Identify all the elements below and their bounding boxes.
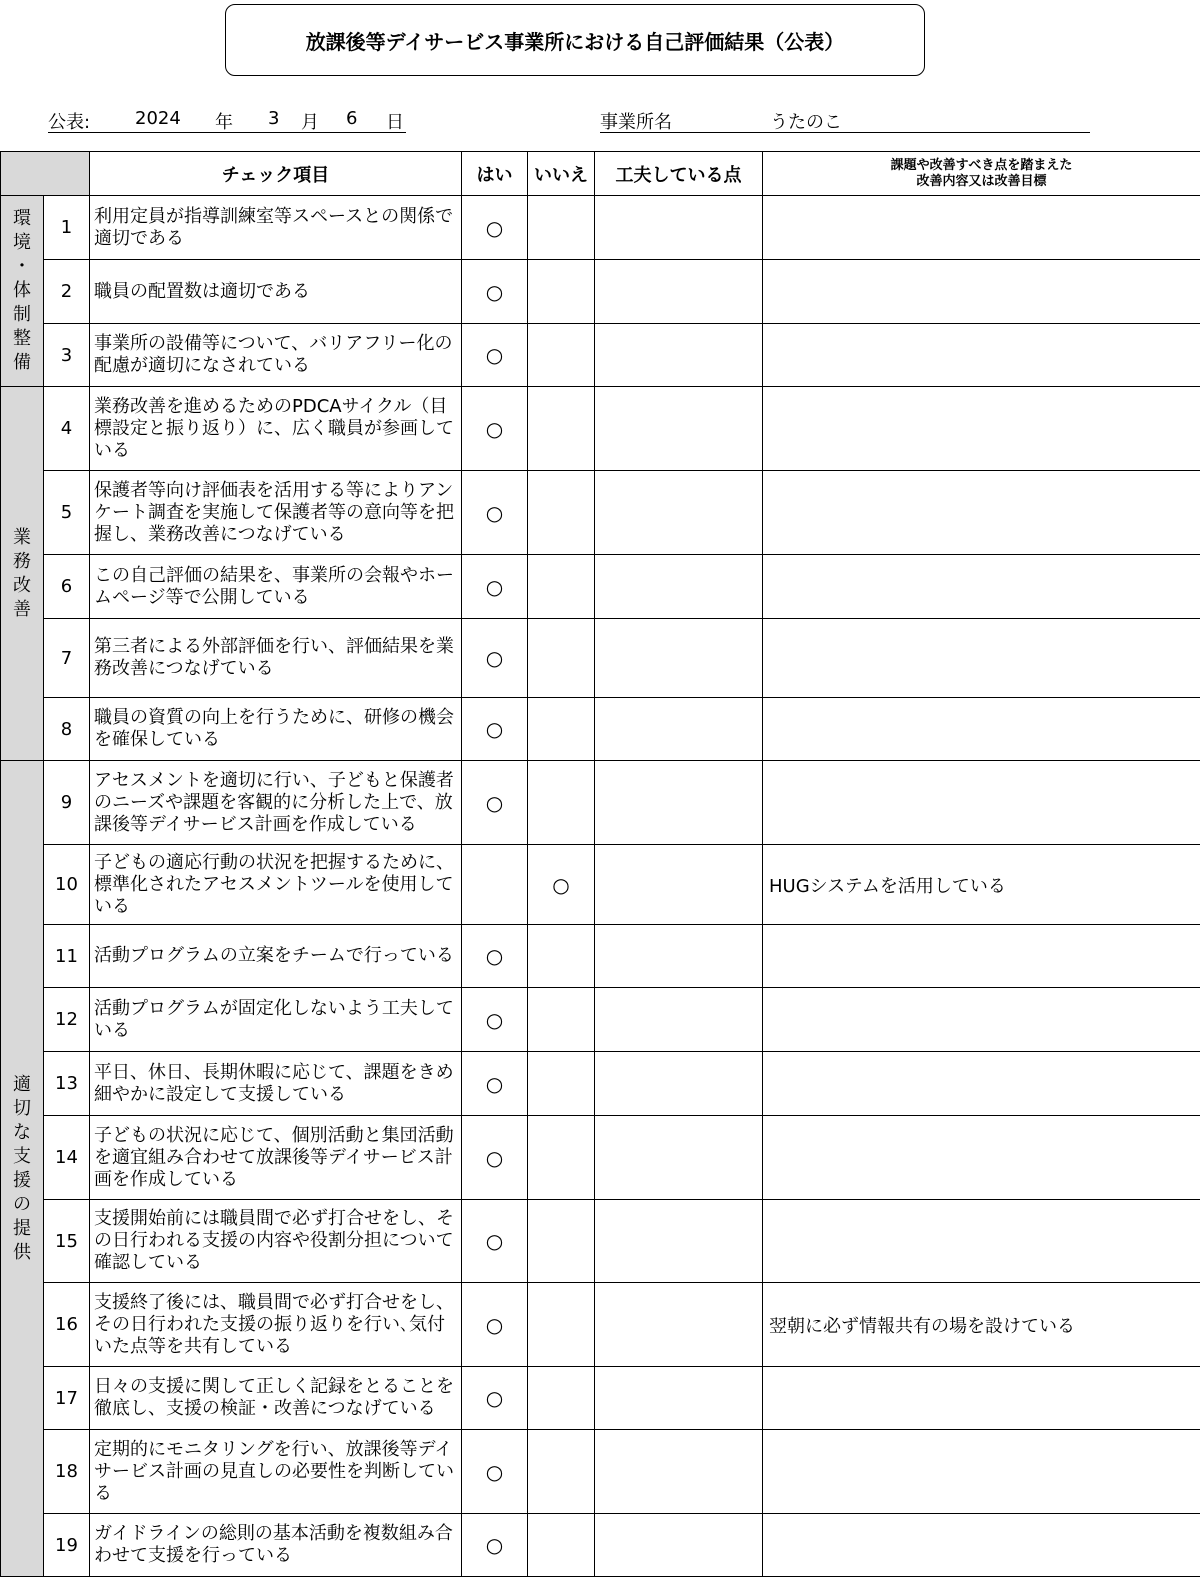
improvements-text: HUGシステムを活用している	[763, 845, 1200, 925]
check-item-text: 子どもの適応行動の状況を把握するために、標準化されたアセスメントツールを使用している	[90, 845, 462, 925]
efforts-text	[595, 1430, 763, 1514]
table-row	[1, 619, 1200, 698]
document-title: 放課後等デイサービス事業所における自己評価結果（公表）	[225, 4, 925, 76]
table-row	[1, 988, 1200, 1052]
table-row	[1, 196, 1200, 260]
efforts-text	[595, 1367, 763, 1430]
efforts-text	[595, 845, 763, 925]
table-row	[1, 1116, 1200, 1200]
publication-year: 2024	[135, 108, 181, 129]
table-row	[1, 1200, 1200, 1283]
yes-mark: ○	[462, 1052, 528, 1116]
efforts-text	[595, 1052, 763, 1116]
improvements-text	[763, 196, 1200, 260]
office-label: 事業所名	[600, 112, 672, 133]
category-char: 体	[13, 280, 31, 301]
header-improvements-line2: 改善内容又は改善目標	[916, 173, 1047, 189]
header-improvements-line1: 課題や改善すべき点を踏まえた	[890, 157, 1073, 173]
yes-mark: ○	[462, 260, 528, 324]
no-mark	[528, 1283, 595, 1367]
no-mark	[528, 1052, 595, 1116]
no-mark	[528, 1514, 595, 1577]
no-mark	[528, 925, 595, 988]
check-item-text: 支援終了後には、職員間で必ず打合せをし、その日行われた支援の振り返りを行い､気付いた点等を共有している	[90, 1283, 462, 1367]
no-mark	[528, 471, 595, 555]
check-item-text: 活動プログラムの立案をチームで行っている	[90, 925, 462, 988]
row-number: 14	[44, 1116, 90, 1200]
improvements-text: 翌朝に必ず情報共有の場を設けている	[763, 1283, 1200, 1367]
yes-mark: ○	[462, 324, 528, 387]
improvements-text	[763, 324, 1200, 387]
yes-mark: ○	[462, 1367, 528, 1430]
improvements-text	[763, 619, 1200, 698]
table-row	[1, 761, 1200, 845]
yes-mark: ○	[462, 619, 528, 698]
improvements-text	[763, 1116, 1200, 1200]
improvements-text	[763, 1367, 1200, 1430]
category-char: 援	[13, 1169, 31, 1191]
improvements-text	[763, 387, 1200, 471]
table-row	[1, 260, 1200, 324]
row-number: 3	[44, 324, 90, 387]
check-item-text: 平日、休日、長期休暇に応じて、課題をきめ細やかに設定して支援している	[90, 1052, 462, 1116]
row-number: 4	[44, 387, 90, 471]
no-mark	[528, 761, 595, 845]
header-improvements	[763, 152, 1200, 196]
row-number: 16	[44, 1283, 90, 1367]
yes-mark: ○	[462, 1283, 528, 1367]
row-number: 7	[44, 619, 90, 698]
table-row	[1, 555, 1200, 619]
improvements-text	[763, 555, 1200, 619]
yes-mark: ○	[462, 761, 528, 845]
yes-mark: ○	[462, 698, 528, 761]
check-item-text: 利用定員が指導訓練室等スペースとの関係で適切である	[90, 196, 462, 260]
yes-mark: ○	[462, 471, 528, 555]
category-char: 改	[13, 574, 31, 596]
category-char: 提	[13, 1217, 31, 1239]
row-number: 10	[44, 845, 90, 925]
category-char: 業	[13, 526, 31, 548]
efforts-text	[595, 196, 763, 260]
check-item-text: アセスメントを適切に行い、子どもと保護者のニーズや課題を客観的に分析した上で、放課後等デイサービス計画を作成している	[90, 761, 462, 845]
check-item-text: 職員の配置数は適切である	[90, 260, 462, 324]
row-number: 19	[44, 1514, 90, 1577]
table-header-row	[1, 152, 1200, 196]
table-row	[1, 1367, 1200, 1430]
efforts-text	[595, 471, 763, 555]
improvements-text	[763, 471, 1200, 555]
yes-mark: ○	[462, 925, 528, 988]
self-evaluation-table	[0, 151, 1200, 1577]
no-mark	[528, 260, 595, 324]
no-mark	[528, 555, 595, 619]
category-cell	[1, 761, 44, 1577]
efforts-text	[595, 555, 763, 619]
category-cell	[1, 387, 44, 761]
category-char: 切	[13, 1097, 31, 1119]
category-char: 適	[13, 1073, 31, 1095]
publication-underline	[48, 132, 406, 133]
efforts-text	[595, 260, 763, 324]
check-item-text: この自己評価の結果を、事業所の会報やホームページ等で公開している	[90, 555, 462, 619]
yes-mark: ○	[462, 1514, 528, 1577]
efforts-text	[595, 1283, 763, 1367]
row-number: 15	[44, 1200, 90, 1283]
row-number: 17	[44, 1367, 90, 1430]
category-char: 整	[13, 328, 31, 349]
category-char: 境	[13, 232, 31, 253]
publication-month-unit: 月	[301, 112, 319, 133]
no-mark	[528, 988, 595, 1052]
category-char: 備	[13, 352, 31, 373]
improvements-text	[763, 1052, 1200, 1116]
publication-month: 3	[268, 108, 280, 129]
yes-mark: ○	[462, 1200, 528, 1283]
table-row	[1, 1514, 1200, 1577]
improvements-text	[763, 988, 1200, 1052]
row-number: 13	[44, 1052, 90, 1116]
row-number: 6	[44, 555, 90, 619]
row-number: 5	[44, 471, 90, 555]
category-char: な	[13, 1121, 31, 1143]
improvements-text	[763, 761, 1200, 845]
no-mark	[528, 196, 595, 260]
no-mark: ○	[528, 845, 595, 925]
improvements-text	[763, 698, 1200, 761]
check-item-text: 職員の資質の向上を行うために、研修の機会を確保している	[90, 698, 462, 761]
check-item-text: 日々の支援に関して正しく記録をとることを徹底し、支援の検証・改善につなげている	[90, 1367, 462, 1430]
header-no: いいえ	[528, 152, 595, 196]
table-row	[1, 1283, 1200, 1367]
category-char: ・	[13, 256, 31, 277]
check-item-text: ガイドラインの総則の基本活動を複数組み合わせて支援を行っている	[90, 1514, 462, 1577]
category-char: 務	[13, 550, 31, 572]
publication-day: 6	[346, 108, 358, 129]
category-char: 環	[13, 208, 31, 229]
table-row	[1, 925, 1200, 988]
category-char: 供	[13, 1241, 31, 1263]
check-item-text: 定期的にモニタリングを行い、放課後等デイサービス計画の見直しの必要性を判断している	[90, 1430, 462, 1514]
no-mark	[528, 1367, 595, 1430]
efforts-text	[595, 619, 763, 698]
yes-mark: ○	[462, 1430, 528, 1514]
table-row	[1, 324, 1200, 387]
check-item-text: 子どもの状況に応じて、個別活動と集団活動を適宜組み合わせて放課後等デイサービス計画を作成している	[90, 1116, 462, 1200]
header-corner	[1, 152, 90, 196]
row-number: 11	[44, 925, 90, 988]
check-item-text: 業務改善を進めるためのPDCAサイクル（目標設定と振り返り）に、広く職員が参画している	[90, 387, 462, 471]
no-mark	[528, 1200, 595, 1283]
efforts-text	[595, 1514, 763, 1577]
row-number: 18	[44, 1430, 90, 1514]
header-check-item: チェック項目	[90, 152, 462, 196]
row-number: 9	[44, 761, 90, 845]
publication-label: 公表:	[48, 112, 91, 133]
table-row	[1, 471, 1200, 555]
efforts-text	[595, 761, 763, 845]
improvements-text	[763, 1200, 1200, 1283]
check-item-text: 支援開始前には職員間で必ず打合せをし、その日行われる支援の内容や役割分担について確認している	[90, 1200, 462, 1283]
efforts-text	[595, 698, 763, 761]
category-cell	[1, 196, 44, 387]
improvements-text	[763, 1514, 1200, 1577]
yes-mark: ○	[462, 1116, 528, 1200]
no-mark	[528, 619, 595, 698]
category-char: 支	[13, 1145, 31, 1167]
table-row	[1, 387, 1200, 471]
efforts-text	[595, 925, 763, 988]
efforts-text	[595, 988, 763, 1052]
table-row	[1, 1052, 1200, 1116]
efforts-text	[595, 324, 763, 387]
yes-mark: ○	[462, 555, 528, 619]
category-char: の	[13, 1193, 31, 1215]
yes-mark: ○	[462, 387, 528, 471]
no-mark	[528, 1430, 595, 1514]
header-yes: はい	[462, 152, 528, 196]
improvements-text	[763, 260, 1200, 324]
yes-mark	[462, 845, 528, 925]
check-item-text: 事業所の設備等について、バリアフリー化の配慮が適切になされている	[90, 324, 462, 387]
publication-year-unit: 年	[215, 112, 233, 133]
category-char: 善	[13, 598, 31, 620]
improvements-text	[763, 925, 1200, 988]
efforts-text	[595, 1200, 763, 1283]
row-number: 12	[44, 988, 90, 1052]
check-item-text: 第三者による外部評価を行い、評価結果を業務改善につなげている	[90, 619, 462, 698]
no-mark	[528, 1116, 595, 1200]
row-number: 2	[44, 260, 90, 324]
check-item-text: 保護者等向け評価表を活用する等によりアンケート調査を実施して保護者等の意向等を把握し、業務改善につなげている	[90, 471, 462, 555]
row-number: 8	[44, 698, 90, 761]
check-item-text: 活動プログラムが固定化しないよう工夫している	[90, 988, 462, 1052]
office-name: うたのこ	[770, 112, 842, 133]
efforts-text	[595, 387, 763, 471]
improvements-text	[763, 1430, 1200, 1514]
category-char: 制	[13, 304, 31, 325]
yes-mark: ○	[462, 196, 528, 260]
header-efforts: 工夫している点	[595, 152, 763, 196]
no-mark	[528, 324, 595, 387]
no-mark	[528, 387, 595, 471]
publication-day-unit: 日	[386, 112, 404, 133]
efforts-text	[595, 1116, 763, 1200]
table-row	[1, 845, 1200, 925]
yes-mark: ○	[462, 988, 528, 1052]
table-row	[1, 698, 1200, 761]
office-underline	[600, 132, 1090, 133]
table-row	[1, 1430, 1200, 1514]
row-number: 1	[44, 196, 90, 260]
no-mark	[528, 698, 595, 761]
